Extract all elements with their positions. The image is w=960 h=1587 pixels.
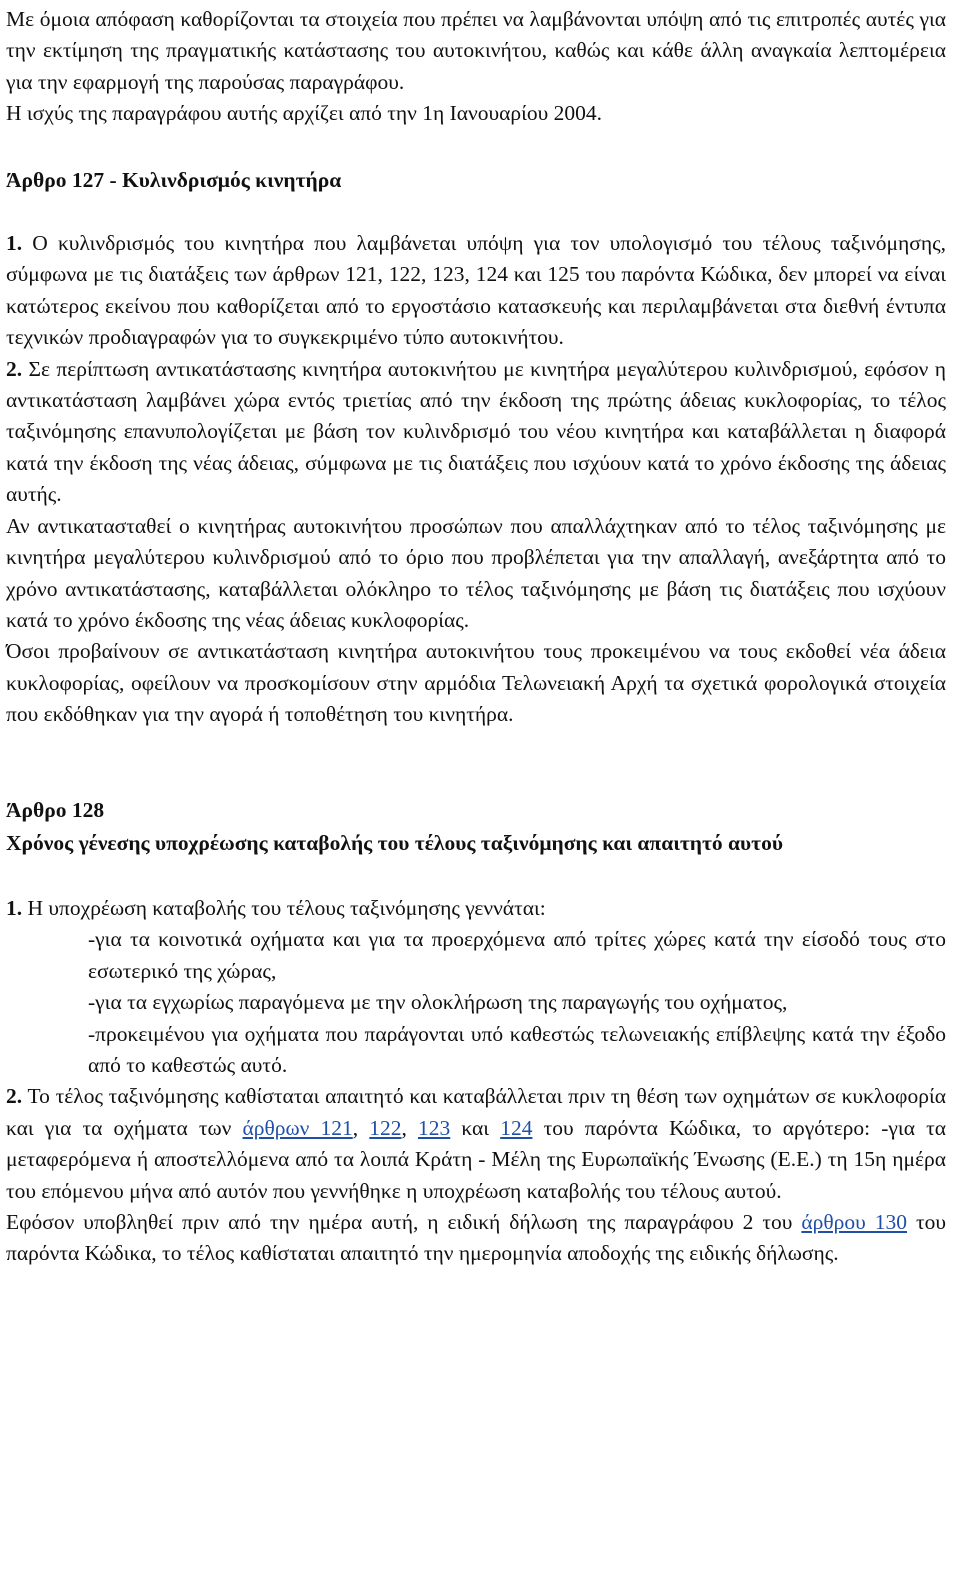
article-127-heading: Άρθρο 127 - Κυλινδρισμός κινητήρα — [6, 167, 342, 192]
paragraph-number: 2. — [6, 356, 23, 381]
separator: και — [450, 1115, 501, 1140]
link-article-130[interactable]: άρθρου 130 — [801, 1210, 907, 1234]
article-128-paragraph-3 — [6, 1207, 946, 1270]
article-128-paragraph-2 — [6, 1081, 946, 1207]
paragraph-text: Ο κυλινδρισμός του κινητήρα που λαμβάνεται υπόψη για τον υπολογισμό του τέλους ταξινόμησης, σύμφωνα με τις διατάξεις των άρθρων 121, 122, 123, 124 και 125 του παρόντα Κώδικα, δεν μπορεί να είναι κατώτερος εκείνου που καθορίζεται από το εργοστάσιο κατασκευής και περιλαμβάνεται στα διεθνή έντυπα τεχνικών προδιαγραφών για το συγκεκριμένο τύπο αυτοκινήτου. — [6, 231, 946, 350]
paragraph-text: Η υποχρέωση καταβολής του τέλους ταξινόμησης γεννάται: — [22, 895, 546, 920]
intro-validity-line: Η ισχύς της παραγράφου αυτής αρχίζει από την 1η Ιανουαρίου 2004. — [6, 101, 603, 126]
article-127-paragraph-3: Αν αντικατασταθεί ο κινητήρας αυτοκινήτου προσώπων που απαλλάχτηκαν από το τέλος ταξινόμησης με κινητήρα μεγαλύτερου κυλινδρισμού από το όριο που προβλέπεται για την απαλλαγή, ανεξάρτητα από το χρόνο αντικατάστασης, καταβάλλεται ολόκληρο το τέλος ταξινόμησης με βάση τις διατάξεις που ισχύουν κατά το χρόνο έκδοσης της νέας άδειας κυκλοφορίας. — [6, 513, 946, 632]
link-article-124[interactable]: 124 — [500, 1115, 533, 1140]
paragraph-number: 1. — [6, 231, 23, 256]
article-128-heading: Άρθρο 128 — [6, 797, 105, 822]
spacer — [6, 196, 946, 228]
list-item: -προκειμένου για οχήματα που παράγονται υπό καθεστώς τελωνειακής επίβλεψης κατά την έξοδο από το καθεστώς αυτό. — [88, 1021, 946, 1077]
intro-paragraph: Με όμοια απόφαση καθορίζονται τα στοιχεία που πρέπει να λαμβάνονται υπόψη από τις επιτροπές αυτές για την εκτίμηση της πραγματικής κατάστασης του αυτοκινήτου, καθώς και κάθε άλλη αναγκαία λεπτομέρεια για την εφαρμογή της παρούσας παραγράφου. — [6, 7, 946, 94]
separator: , — [352, 1115, 370, 1140]
paragraph-text: Σε περίπτωση αντικατάστασης κινητήρα αυτοκινήτου με κινητήρα μεγαλύτερου κυλινδρισμού, εφόσον η αντικατάσταση λαμβάνει χώρα εντός τριετίας από την έκδοση της πρώτης άδειας κυκλοφορίας, το τέλος ταξινόμησης επανυπολογίζεται με βάση τον κυλινδρισμό του νέου κινητήρα και καταβάλλεται η διαφορά κατά την έκδοση της νέας άδειας, σύμφωνα με τις διατάξεις που ισχύουν κατά το χρόνο έκδοσης της άδειας αυτής. — [6, 356, 946, 507]
paragraph-text: του παρόντα Κώδικα, το τέλος καθίσταται απαιτητό την ημερομηνία αποδοχής της ειδικής δήλωσης. — [6, 1210, 946, 1266]
paragraph-number: 1. — [6, 895, 23, 920]
link-article-123[interactable]: 123 — [418, 1115, 451, 1140]
list-item: -για τα κοινοτικά οχήματα και για τα προερχόμενα από τρίτες χώρες κατά την είσοδό τους στο εσωτερικό της χώρας, — [88, 927, 946, 983]
paragraph-text: Εφόσον υποβληθεί πριν από την ημέρα αυτή, η ειδική δήλωση της παραγράφου 2 του — [6, 1210, 802, 1234]
article-128-paragraph-1 — [6, 893, 946, 924]
article-127-paragraph-1 — [6, 228, 946, 354]
article-127-paragraph-4: Όσοι προβαίνουν σε αντικατάσταση κινητήρα αυτοκινήτου τους προκειμένου να τους εκδοθεί νέα άδεια κυκλοφορίας, οφείλουν να προσκομίσουν στην αρμόδια Τελωνειακή Αρχή τα σχετικά φορολογικά στοιχεία που εκδόθηκαν για την αγορά ή τοποθέτηση του κινητήρα. — [6, 639, 946, 727]
separator: , — [401, 1115, 419, 1140]
list-item: -για τα εγχωρίως παραγόμενα με την ολοκλήρωση της παραγωγής του οχήματος, — [88, 990, 788, 1015]
spacer — [6, 731, 946, 795]
spacer — [6, 861, 946, 893]
article-128-title: Χρόνος γένεσης υποχρέωσης καταβολής του τέλους ταξινόμησης και απαιτητό αυτού — [6, 830, 784, 855]
link-article-121[interactable]: άρθρων 121 — [242, 1115, 353, 1140]
article-127-paragraph-2 — [6, 354, 946, 511]
paragraph-text: του παρόντα Κώδικα, το αργότερο: -για τα μεταφερόμενα ή αποστελλόμενα από τα λοιπά Κράτη - Μέλη της Ευρωπαϊκής Ένωσης (Ε.Ε.) τη 15η ημέρα του επόμενου μήνα από αυτόν που γεννήθηκε η υποχρέωση καταβολής του τέλους αυτού. — [6, 1115, 946, 1203]
paragraph-text: Το τέλος ταξινόμησης καθίσταται απαιτητό και καταβάλλεται πριν τη θέση των οχημάτων σε κυκλοφορία και για τα οχήματα των — [6, 1084, 946, 1140]
paragraph-number: 2. — [6, 1084, 23, 1109]
document-page — [6, 4, 946, 1270]
link-article-122[interactable]: 122 — [369, 1115, 402, 1140]
spacer — [6, 130, 946, 165]
